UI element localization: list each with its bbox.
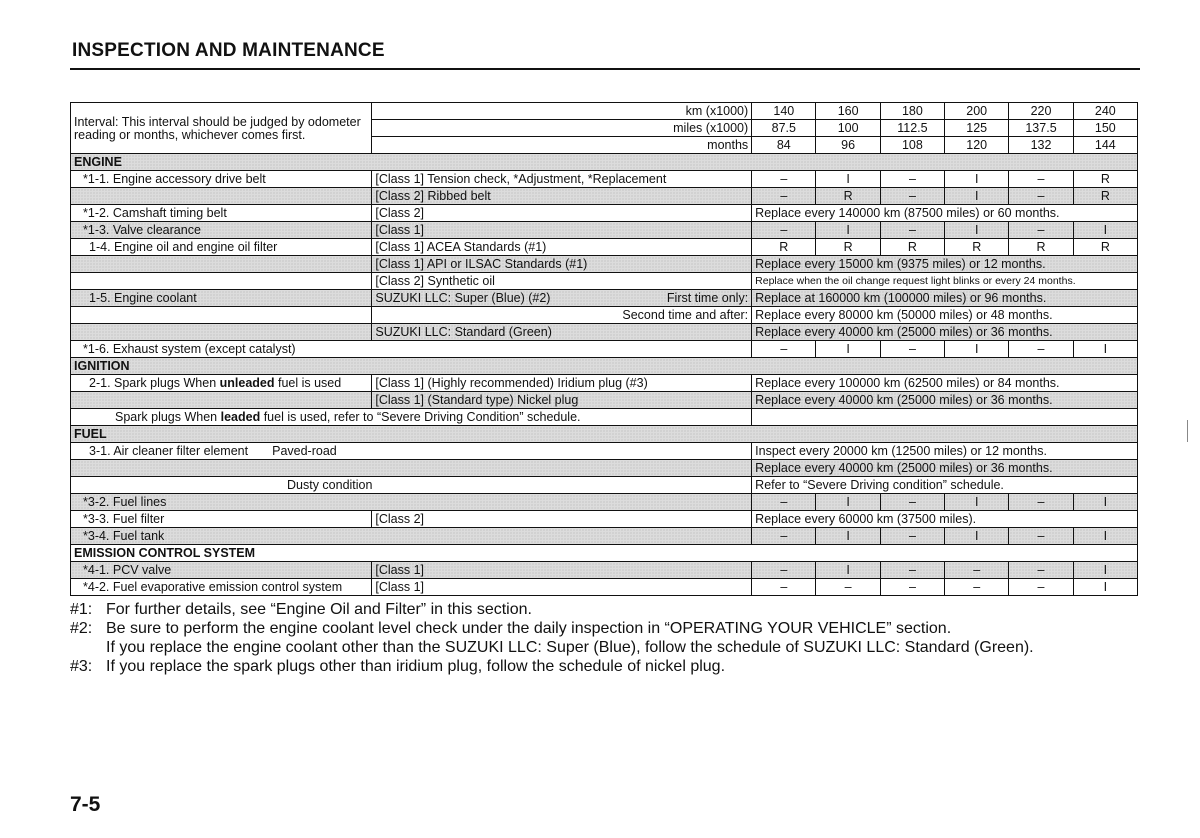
coolant-type: SUZUKI LLC: Super (Blue) (#2): [375, 290, 551, 305]
schedule-cell: –: [880, 579, 944, 596]
schedule-cell: –: [1009, 494, 1073, 511]
table-row: [71, 409, 1138, 426]
table-row: [71, 171, 1138, 188]
schedule-text: Replace every 80000 km (50000 miles) or 48 months.: [752, 307, 1138, 324]
schedule-text: Replace at 160000 km (100000 miles) or 96 months.: [752, 290, 1138, 307]
schedule-cell: –: [752, 528, 816, 545]
schedule-cell: I: [1073, 222, 1137, 239]
schedule-cell: –: [1009, 341, 1073, 358]
schedule-cell: –: [880, 528, 944, 545]
schedule-cell: –: [752, 562, 816, 579]
schedule-cell: –: [880, 341, 944, 358]
item-description: [Class 2] Ribbed belt: [372, 188, 752, 205]
schedule-cell: –: [880, 171, 944, 188]
footnote: [70, 657, 1150, 676]
item-description: [Class 2]: [372, 205, 752, 222]
table-row: [71, 341, 1138, 358]
table-row: [71, 324, 1138, 341]
schedule-text: Replace every 15000 km (9375 miles) or 12 months.: [752, 256, 1138, 273]
item-label: *1-1. Engine accessory drive belt: [71, 171, 372, 188]
table-row: [71, 307, 1138, 324]
item-label: *4-2. Fuel evaporative emission control system: [71, 579, 372, 596]
item-description: [Class 1] ACEA Standards (#1): [372, 239, 752, 256]
item-label: [71, 392, 372, 409]
schedule-cell: R: [816, 188, 880, 205]
schedule-cell: R: [1009, 239, 1073, 256]
schedule-cell: I: [1073, 341, 1137, 358]
footnote-line: If you replace the engine coolant other than the SUZUKI LLC: Super (Blue), follow the schedule of SUZUKI LLC: Standard (Green).: [106, 639, 1034, 656]
schedule-cell: I: [816, 222, 880, 239]
item-description: [Class 1] API or ILSAC Standards (#1): [372, 256, 752, 273]
item-label: *1-3. Valve clearance: [71, 222, 372, 239]
schedule-cell: I: [816, 528, 880, 545]
schedule-cell: I: [816, 341, 880, 358]
schedule-cell: –: [880, 222, 944, 239]
item-label: 1-4. Engine oil and engine oil filter: [71, 239, 372, 256]
page-number: 7-5: [70, 793, 101, 816]
schedule-cell: –: [945, 579, 1009, 596]
schedule-cell: –: [880, 188, 944, 205]
table-row: [71, 477, 1138, 494]
schedule-text: Replace every 140000 km (87500 miles) or 60 months.: [752, 205, 1138, 222]
schedule-cell: R: [752, 239, 816, 256]
schedule-cell: R: [1073, 239, 1137, 256]
schedule-cell: –: [752, 171, 816, 188]
item-label: [71, 273, 372, 290]
km-value: 240: [1073, 103, 1137, 120]
table-row: [71, 562, 1138, 579]
schedule-cell: I: [1073, 562, 1137, 579]
item-description: [372, 290, 752, 307]
item-label: *3-4. Fuel tank: [71, 528, 752, 545]
schedule-cell: I: [1073, 528, 1137, 545]
schedule-cell: –: [752, 341, 816, 358]
page-title: INSPECTION AND MAINTENANCE: [72, 40, 385, 61]
schedule-cell: R: [1073, 171, 1137, 188]
item-label: [71, 443, 752, 460]
schedule-text: Replace every 60000 km (37500 miles).: [752, 511, 1138, 528]
schedule-text: [752, 409, 1138, 426]
table-row: [71, 188, 1138, 205]
schedule-cell: I: [945, 494, 1009, 511]
miles-value: 112.5: [880, 120, 944, 137]
km-value: 140: [752, 103, 816, 120]
item-label: *1-2. Camshaft timing belt: [71, 205, 372, 222]
schedule-cell: –: [1009, 171, 1073, 188]
schedule-cell: –: [1009, 562, 1073, 579]
schedule-cell: I: [945, 171, 1009, 188]
table-row: [71, 256, 1138, 273]
item-label: [71, 409, 752, 426]
table-row: [71, 443, 1138, 460]
item-label-text: 2-1. Spark plugs When: [89, 375, 220, 390]
item-label: [71, 307, 372, 324]
interval-note: Interval: This interval should be judged by odometer reading or months, whichever comes first.: [71, 103, 372, 154]
section-engine: [71, 154, 1138, 171]
km-value: 180: [880, 103, 944, 120]
item-description: [Class 1] (Standard type) Nickel plug: [372, 392, 752, 409]
item-label-text: 3-1. Air cleaner filter element: [89, 443, 249, 458]
schedule-cell: I: [816, 171, 880, 188]
coolant-interval-label: Second time and after:: [372, 307, 752, 324]
schedule-text: Replace every 40000 km (25000 miles) or 36 months.: [752, 324, 1138, 341]
item-condition: Paved-road: [272, 443, 337, 458]
schedule-cell: –: [880, 562, 944, 579]
schedule-cell: R: [945, 239, 1009, 256]
item-label: [71, 375, 372, 392]
item-description: [Class 1] Tension check, *Adjustment, *Replacement: [372, 171, 752, 188]
item-label: [71, 256, 372, 273]
schedule-text: Inspect every 20000 km (12500 miles) or 12 months.: [752, 443, 1138, 460]
schedule-cell: –: [945, 562, 1009, 579]
footnote-key: #3:: [70, 658, 93, 675]
item-label: [71, 460, 752, 477]
section-heading: EMISSION CONTROL SYSTEM: [71, 545, 1138, 562]
item-description: [Class 1] (Highly recommended) Iridium plug (#3): [372, 375, 752, 392]
schedule-cell: I: [945, 222, 1009, 239]
schedule-cell: I: [945, 341, 1009, 358]
item-description: [Class 2] Synthetic oil: [372, 273, 752, 290]
item-description: [Class 2]: [372, 511, 752, 528]
footnote-text: [106, 619, 1150, 657]
item-description: [Class 1]: [372, 222, 752, 239]
title-rule: [70, 68, 1140, 70]
section-ignition: [71, 358, 1138, 375]
item-label: [71, 324, 372, 341]
months-value: 120: [945, 137, 1009, 154]
miles-value: 100: [816, 120, 880, 137]
schedule-cell: –: [752, 188, 816, 205]
schedule-cell: I: [816, 562, 880, 579]
schedule-cell: I: [1073, 579, 1137, 596]
schedule-text: Replace every 40000 km (25000 miles) or 36 months.: [752, 392, 1138, 409]
footnote-line: For further details, see “Engine Oil and Filter” in this section.: [106, 601, 532, 618]
coolant-interval-label: First time only:: [666, 290, 749, 305]
item-label-text: Spark plugs When: [115, 409, 221, 424]
schedule-cell: R: [1073, 188, 1137, 205]
item-label-text: fuel is used, refer to “Severe Driving Condition” schedule.: [260, 409, 581, 424]
section-heading: FUEL: [71, 426, 1138, 443]
table-row: [71, 392, 1138, 409]
item-label-emphasis: unleaded: [219, 375, 275, 390]
schedule-cell: –: [1009, 222, 1073, 239]
footnote-text: [106, 600, 1150, 619]
table-row: [71, 205, 1138, 222]
schedule-cell: –: [1009, 579, 1073, 596]
months-label: months: [372, 137, 752, 154]
schedule-cell: –: [1009, 188, 1073, 205]
schedule-cell: –: [1009, 528, 1073, 545]
footnote-line: If you replace the spark plugs other than iridium plug, follow the schedule of nickel plug.: [106, 658, 726, 675]
item-label: *3-2. Fuel lines: [71, 494, 752, 511]
schedule-cell: R: [880, 239, 944, 256]
schedule-text: Replace when the oil change request light blinks or every 24 months.: [752, 273, 1138, 290]
schedule-text: Refer to “Severe Driving condition” schedule.: [752, 477, 1138, 494]
item-description: [Class 1]: [372, 562, 752, 579]
margin-mark: [1187, 420, 1188, 442]
section-emission: [71, 545, 1138, 562]
schedule-cell: I: [945, 528, 1009, 545]
table-row: [71, 239, 1138, 256]
item-label: 1-5. Engine coolant: [71, 290, 372, 307]
km-value: 220: [1009, 103, 1073, 120]
schedule-cell: –: [752, 579, 816, 596]
item-description: SUZUKI LLC: Standard (Green): [372, 324, 752, 341]
miles-value: 87.5: [752, 120, 816, 137]
miles-value: 150: [1073, 120, 1137, 137]
schedule-cell: –: [752, 494, 816, 511]
footnote-text: [106, 657, 1150, 676]
miles-label: miles (x1000): [372, 120, 752, 137]
footnote: [70, 600, 1150, 619]
miles-value: 137.5: [1009, 120, 1073, 137]
km-value: 200: [945, 103, 1009, 120]
footnote: [70, 619, 1150, 657]
table-row: [71, 222, 1138, 239]
schedule-cell: –: [880, 494, 944, 511]
table-row: [71, 528, 1138, 545]
schedule-cell: I: [816, 494, 880, 511]
months-value: 84: [752, 137, 816, 154]
km-label: km (x1000): [372, 103, 752, 120]
schedule-cell: –: [752, 222, 816, 239]
schedule-text: Replace every 100000 km (62500 miles) or 84 months.: [752, 375, 1138, 392]
item-label-emphasis: leaded: [220, 409, 261, 424]
header-row-km: [71, 103, 1138, 120]
table-row: [71, 375, 1138, 392]
section-heading: IGNITION: [71, 358, 1138, 375]
months-value: 132: [1009, 137, 1073, 154]
table-row: [71, 579, 1138, 596]
footnote-key: #1:: [70, 601, 93, 618]
section-fuel: [71, 426, 1138, 443]
months-value: 144: [1073, 137, 1137, 154]
table-row: [71, 511, 1138, 528]
item-description: [Class 1]: [372, 579, 752, 596]
footnote-key: #2:: [70, 620, 93, 637]
section-heading: ENGINE: [71, 154, 1138, 171]
item-condition: Dusty condition: [71, 477, 752, 494]
item-label: *4-1. PCV valve: [71, 562, 372, 579]
schedule-cell: R: [816, 239, 880, 256]
km-value: 160: [816, 103, 880, 120]
schedule-cell: I: [1073, 494, 1137, 511]
table-row: [71, 273, 1138, 290]
miles-value: 125: [945, 120, 1009, 137]
footnote-line: Be sure to perform the engine coolant level check under the daily inspection in “OPERATING YOUR VEHICLE” section.: [106, 620, 952, 637]
months-value: 108: [880, 137, 944, 154]
table-row: [71, 290, 1138, 307]
table-row: [71, 494, 1138, 511]
footnotes: [70, 600, 1150, 676]
item-label: *1-6. Exhaust system (except catalyst): [71, 341, 752, 358]
schedule-cell: I: [945, 188, 1009, 205]
maintenance-schedule-table: [70, 102, 1138, 596]
table-row: [71, 460, 1138, 477]
item-label-text: fuel is used: [274, 375, 342, 390]
item-label: [71, 188, 372, 205]
months-value: 96: [816, 137, 880, 154]
item-label: *3-3. Fuel filter: [71, 511, 372, 528]
schedule-cell: –: [816, 579, 880, 596]
schedule-text: Replace every 40000 km (25000 miles) or 36 months.: [752, 460, 1138, 477]
